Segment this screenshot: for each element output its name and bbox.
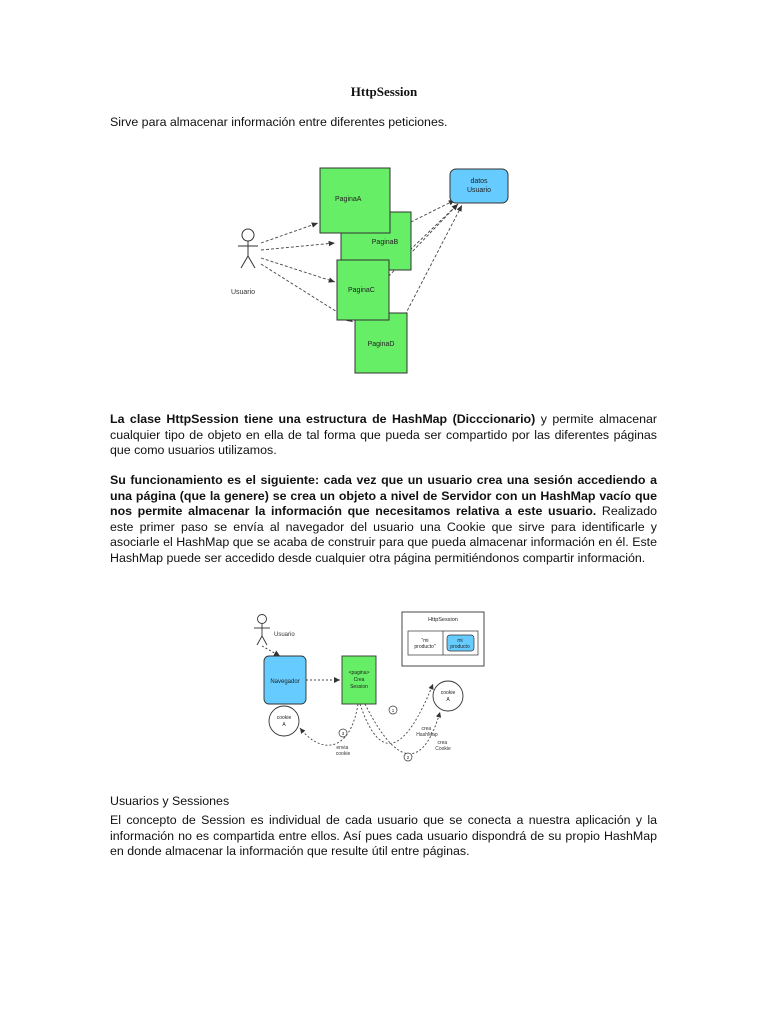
actor-stick-figure-icon xyxy=(238,229,258,268)
paragraph-operation-bold: Su funcionamiento es el siguiente: cada vez que un usuario crea una sesión accediendo a una página (que la genere) se crea un objeto a nivel de Servidor con un HashMap vacío que nos permite almacenar la información que necesitamos relativa a este usuario. xyxy=(110,473,657,518)
paragraph-users: El concepto de Session es individual de cada usuario que se conecta a nuestra aplicación y la información no es compartida entre ellos. Así pues cada usuario dispondrá de su propio HashMap en donde almacenar la información que resulte útil entre páginas. xyxy=(110,813,657,858)
page-box-c xyxy=(337,260,389,320)
browser-box xyxy=(264,656,306,704)
svg-text:PaginaD: PaginaD xyxy=(367,341,395,348)
svg-text:1: 1 xyxy=(391,708,395,713)
step-marker-2 xyxy=(404,753,412,761)
svg-text:<pagina>: <pagina> xyxy=(348,670,370,676)
label-envia-cookie: envia cookie xyxy=(335,745,351,757)
page-create-session-box xyxy=(342,656,376,704)
svg-text:datos: datos xyxy=(470,178,488,185)
label-crea-hashmap: crea HashMap xyxy=(416,726,438,738)
user-data-box xyxy=(450,169,508,203)
http-session-box xyxy=(402,612,484,666)
cookie-left-circle xyxy=(269,706,299,736)
cookie-right-circle xyxy=(433,681,463,711)
label-crea-cookie: crea Cookie xyxy=(435,740,451,752)
svg-text:3: 3 xyxy=(341,731,345,736)
svg-text:PaginaC: PaginaC xyxy=(348,287,375,294)
svg-text:A: A xyxy=(446,697,450,703)
step-marker-3 xyxy=(339,729,347,737)
section-heading: Usuarios y Sessiones xyxy=(110,794,230,808)
svg-text:A: A xyxy=(282,722,286,728)
svg-text:cookie: cookie xyxy=(276,715,292,721)
sessions-diagram xyxy=(215,140,555,398)
svg-text:Crea: Crea xyxy=(353,677,365,683)
paragraph-structure-bold: La clase HttpSession tiene una estructura de HashMap (Dicccionario) xyxy=(110,412,536,426)
svg-text:"mi: "mi xyxy=(421,638,429,644)
page-box-a xyxy=(320,168,390,233)
svg-text:producto: producto xyxy=(450,644,470,650)
svg-text:HttpSession: HttpSession xyxy=(428,617,458,623)
svg-text:PaginaA: PaginaA xyxy=(335,196,362,203)
svg-text:Usuario: Usuario xyxy=(466,187,492,194)
svg-text:Navegador: Navegador xyxy=(270,679,300,685)
paragraph-structure-rest: y permite almacenar cualquier tipo de objeto en ella de tal forma que pueda ser compartido por las diferentes páginas que como usuarios utilizamos. xyxy=(110,412,657,457)
step-marker-1 xyxy=(389,706,397,714)
svg-text:PaginaB: PaginaB xyxy=(371,239,399,246)
svg-text:producto": producto" xyxy=(414,644,436,650)
svg-text:Session: Session xyxy=(350,684,368,690)
cookie-flow-diagram xyxy=(240,604,532,776)
actor-label: Usuario xyxy=(274,632,295,638)
document-title: HttpSession xyxy=(350,84,418,99)
actor-label: Usuario xyxy=(230,289,256,296)
svg-text:cookie: cookie xyxy=(440,690,456,696)
paragraph-operation xyxy=(110,473,657,566)
svg-text:2: 2 xyxy=(406,755,410,760)
intro-paragraph: Sirve para almacenar información entre diferentes peticiones. xyxy=(110,115,448,129)
page-box-d xyxy=(355,313,407,373)
paragraph-structure xyxy=(110,412,657,459)
svg-text:mi: mi xyxy=(457,638,463,644)
paragraph-operation-rest: Realizado este primer paso se envía al navegador del usuario una Cookie que sirve para identificarle y asociarle el HashMap que se acaba de construir para que pueda almacenar información en él. Este HashMap puede ser accedido desde cualquier otra página permitiéndonos compartir información. xyxy=(110,504,657,565)
actor-stick-figure-icon xyxy=(254,615,270,646)
